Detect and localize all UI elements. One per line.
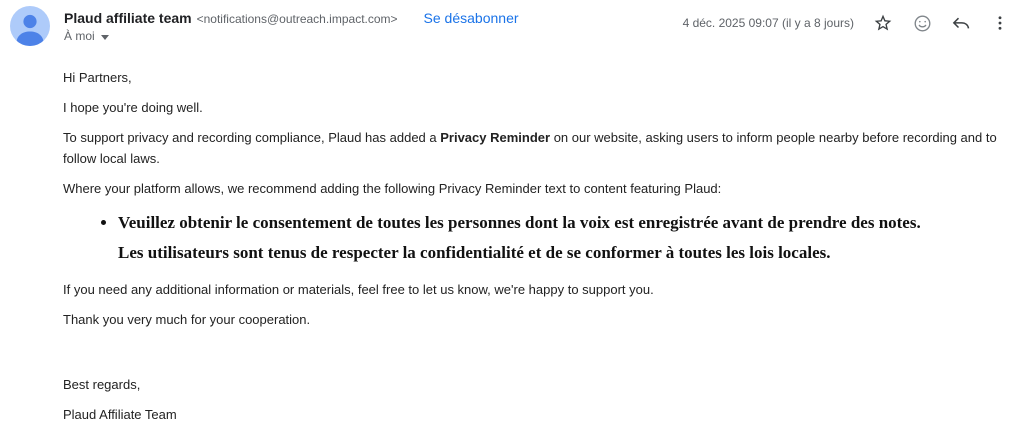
paragraph-privacy-reminder	[63, 127, 1014, 169]
reminder-list	[63, 208, 1014, 268]
paragraph-hope: I hope you're doing well.	[63, 100, 203, 115]
star-button[interactable]	[873, 13, 893, 33]
email-body	[0, 46, 1024, 425]
greeting-text: Hi Partners,	[63, 70, 132, 85]
header-meta	[683, 6, 1010, 33]
paragraph-additional-info: If you need any additional information or materials, feel free to let us know, we're happy to support you.	[63, 282, 654, 297]
sender-avatar[interactable]	[10, 6, 50, 46]
more-options-button[interactable]	[990, 13, 1010, 33]
signature-text: Plaud Affiliate Team	[63, 407, 177, 422]
email-date: 4 déc. 2025 09:07 (il y a 8 jours)	[682, 16, 854, 30]
reminder-list-item: • Veuillez obtenir le consentement de toutes les personnes dont la voix est enregistrée avant de prendre des notes. Les utilisateurs sont tenus de respecter la confidentialité et de se conformer à toutes les lois locales.	[118, 208, 950, 268]
emoji-reaction-button[interactable]	[912, 13, 932, 33]
sender-email: <notifications@outreach.impact.com>	[196, 12, 398, 26]
chevron-down-icon	[101, 35, 109, 40]
signoff-text: Best regards,	[63, 377, 141, 392]
email-header	[0, 0, 1024, 46]
sender-row	[64, 6, 683, 26]
person-avatar-icon	[10, 33, 50, 50]
paragraph-thanks: Thank you very much for your cooperation.	[63, 312, 311, 327]
recipient-label: À moi	[64, 29, 95, 43]
recipient-dropdown[interactable]	[64, 29, 109, 43]
paragraph-privacy-after: on our website, asking users to inform people nearby before recording and to follow local laws.	[63, 130, 997, 166]
paragraph-privacy-before: To support privacy and recording compliance, Plaud has added a	[63, 130, 441, 145]
sender-name: Plaud affiliate team	[64, 10, 192, 26]
more-vertical-icon	[991, 14, 1009, 32]
reply-arrow-icon	[951, 13, 971, 33]
sender-block	[64, 6, 683, 43]
paragraph-platform: Where your platform allows, we recommend adding the following Privacy Reminder text to content featuring Plaud:	[63, 181, 722, 196]
unsubscribe-link[interactable]: Se désabonner	[423, 10, 519, 26]
privacy-reminder-bold: Privacy Reminder	[440, 130, 551, 145]
reply-button[interactable]	[951, 13, 971, 33]
smiley-face-icon	[913, 14, 932, 33]
star-icon	[873, 13, 893, 33]
